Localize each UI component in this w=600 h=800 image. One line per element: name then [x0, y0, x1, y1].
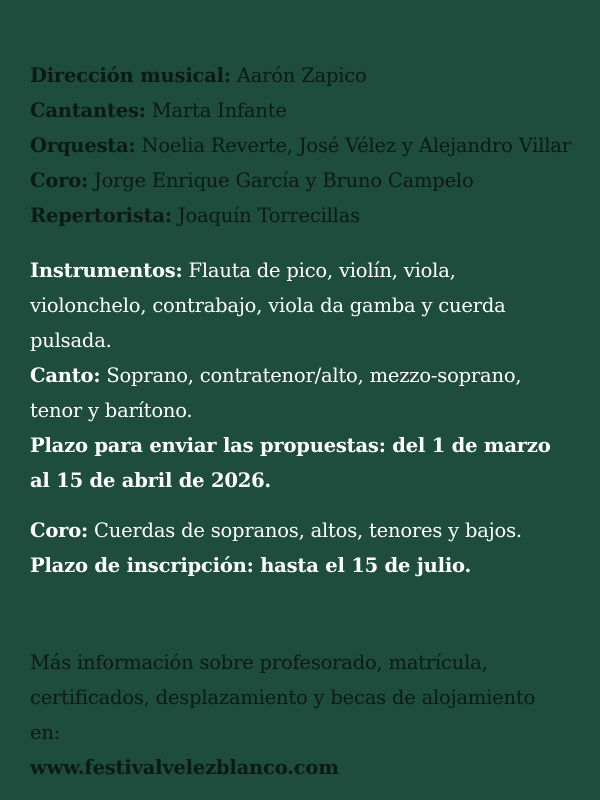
credit-value: Joaquín Torrecillas — [171, 204, 360, 227]
credit-value: Aarón Zapico — [230, 64, 367, 87]
credit-value: Jorge Enrique García y Bruno Campelo — [88, 169, 474, 192]
coro-label: Coro: — [30, 519, 89, 542]
more-info — [30, 645, 570, 785]
registration-deadline: Plazo de inscripción: hasta el 15 de julio. — [30, 554, 472, 577]
credit-label: Dirección musical: — [30, 64, 231, 87]
instruments-value: Flauta de pico, violín, viola, violonchelo, contrabajo, viola da gamba y cuerda pulsada. — [30, 259, 506, 352]
more-info-text: Más información sobre profesorado, matrícula, certificados, desplazamiento y becas de alojamiento en: — [30, 651, 536, 744]
credit-label: Coro: — [30, 169, 89, 192]
credit-cantantes — [30, 93, 570, 128]
canto-label: Canto: — [30, 364, 101, 387]
instruments-paragraph — [30, 253, 570, 358]
proposals-deadline: Plazo para enviar las propuestas: del 1 de marzo al 15 de abril de 2026. — [30, 434, 551, 492]
call-choir — [30, 513, 570, 583]
credit-direccion — [30, 58, 570, 93]
call-instrumentalists-singers — [30, 253, 570, 498]
credit-coro — [30, 163, 570, 198]
credit-value: Noelia Reverte, José Vélez y Alejandro Villar — [135, 134, 571, 157]
credit-label: Repertorista: — [30, 204, 172, 227]
credit-orquesta — [30, 128, 570, 163]
coro-value: Cuerdas de sopranos, altos, tenores y bajos. — [88, 519, 522, 542]
canto-paragraph — [30, 358, 570, 428]
credits-list — [30, 58, 570, 233]
credit-value: Marta Infante — [145, 99, 287, 122]
website-link[interactable]: www.festivalvelezblanco.com — [30, 756, 339, 779]
instruments-label: Instrumentos: — [30, 259, 183, 282]
credit-repertorista — [30, 198, 570, 233]
canto-value: Soprano, contratenor/alto, mezzo-soprano, tenor y barítono. — [30, 364, 522, 422]
credit-label: Cantantes: — [30, 99, 146, 122]
coro-paragraph — [30, 513, 570, 548]
credit-label: Orquesta: — [30, 134, 136, 157]
